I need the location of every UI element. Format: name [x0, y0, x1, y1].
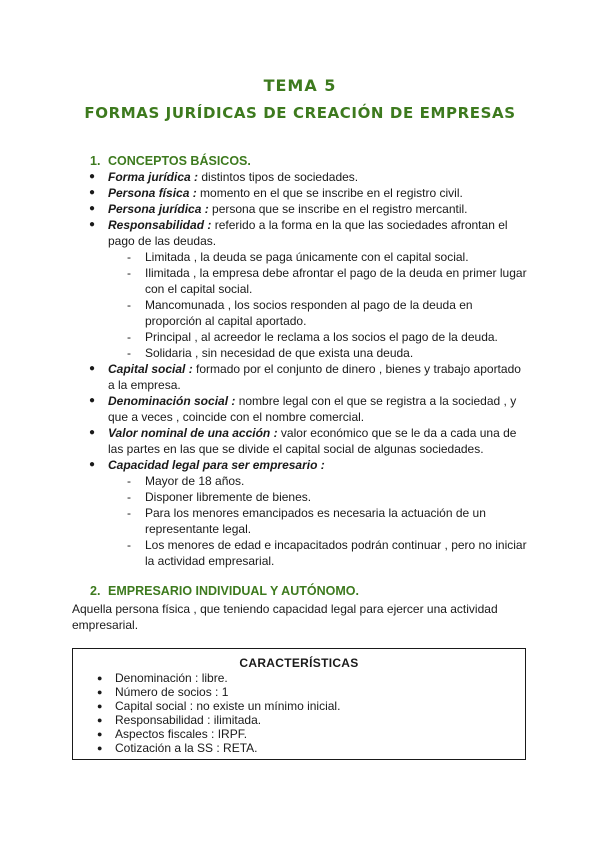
- list-item: ● Número de socios : 1: [115, 685, 525, 699]
- sub-list-item: - Mancomunada , los socios responden al pago de la deuda en proporción al capital aportado.: [145, 297, 528, 329]
- list-item: [108, 393, 528, 425]
- sub-list-item: - Solidaria , sin necesidad de que exista una deuda.: [145, 345, 528, 361]
- characteristics-title: CARACTERÍSTICAS: [239, 656, 359, 670]
- list-item: ● Responsabilidad : ilimitada.: [115, 713, 525, 727]
- legal-capacity-list: [108, 473, 528, 569]
- list-item: [108, 425, 528, 457]
- section-1-number: 1.: [90, 154, 101, 168]
- term-label: Persona jurídica :: [108, 202, 209, 216]
- term-label: Capacidad legal para ser empresario :: [108, 458, 325, 472]
- term-label: Responsabilidad :: [108, 218, 212, 232]
- list-item: [108, 217, 528, 361]
- section-2-title: EMPRESARIO INDIVIDUAL Y AUTÓNOMO.: [108, 584, 359, 598]
- list-item: [108, 457, 528, 569]
- sub-list-item: - Para los menores emancipados es necesaria la actuación de un representante legal.: [145, 505, 528, 537]
- term-definition: referido a la forma en la que las sociedades afrontan el pago de las deudas.: [108, 218, 508, 248]
- section-2-heading: [90, 584, 359, 598]
- term-definition: persona que se inscribe en el registro mercantil.: [208, 202, 468, 216]
- page-title: TEMA 5: [263, 76, 337, 95]
- term-definition: momento en el que se inscribe en el registro civil.: [196, 186, 463, 200]
- list-item: ● Aspectos fiscales : IRPF.: [115, 727, 525, 741]
- list-item: [108, 169, 528, 185]
- sub-list-item: - Principal , al acreedor le reclama a los socios el pago de la deuda.: [145, 329, 528, 345]
- term-label: Forma jurídica :: [108, 170, 199, 184]
- sub-list-item: - Ilimitada , la empresa debe afrontar el pago de la deuda en primer lugar con el capital social.: [145, 265, 528, 297]
- characteristics-list: [73, 671, 525, 755]
- sub-list-item: - Disponer libremente de bienes.: [145, 489, 528, 505]
- term-definition: valor económico que se le da a cada una de las partes en las que se divide el capital social de algunas sociedades.: [108, 426, 517, 456]
- sub-list-item: - Limitada , la deuda se paga únicamente con el capital social.: [145, 249, 528, 265]
- term-definition: nombre legal con el que se registra a la sociedad , y que a veces , coincide con el nombre comercial.: [108, 394, 517, 424]
- page-subtitle: FORMAS JURÍDICAS DE CREACIÓN DE EMPRESAS: [84, 104, 516, 122]
- list-item: [108, 185, 528, 201]
- term-definition: formado por el conjunto de dinero , bienes y trabajo aportado a la empresa.: [108, 362, 521, 392]
- section-1-title: CONCEPTOS BÁSICOS.: [108, 154, 251, 168]
- term-label: Persona física :: [108, 186, 197, 200]
- term-definition: distintos tipos de sociedades.: [198, 170, 359, 184]
- term-label: Valor nominal de una acción :: [108, 426, 278, 440]
- section-2-intro: Aquella persona física , que teniendo capacidad legal para ejercer una actividad empresarial.: [72, 602, 498, 632]
- section-2-number: 2.: [90, 584, 101, 598]
- section-1-heading: [90, 154, 251, 168]
- list-item: ● Capital social : no existe un mínimo inicial.: [115, 699, 525, 713]
- characteristics-box: [72, 648, 526, 760]
- list-item: [108, 361, 528, 393]
- term-label: Capital social :: [108, 362, 193, 376]
- sub-list-item: - Los menores de edad e incapacitados podrán continuar , pero no iniciar la actividad empresarial.: [145, 537, 528, 569]
- term-label: Denominación social :: [108, 394, 236, 408]
- concepts-list: [108, 169, 528, 569]
- responsibility-types-list: [108, 249, 528, 361]
- list-item: [108, 201, 528, 217]
- sub-list-item: - Mayor de 18 años.: [145, 473, 528, 489]
- list-item: ● Cotización a la SS : RETA.: [115, 741, 525, 755]
- list-item: ● Denominación : libre.: [115, 671, 525, 685]
